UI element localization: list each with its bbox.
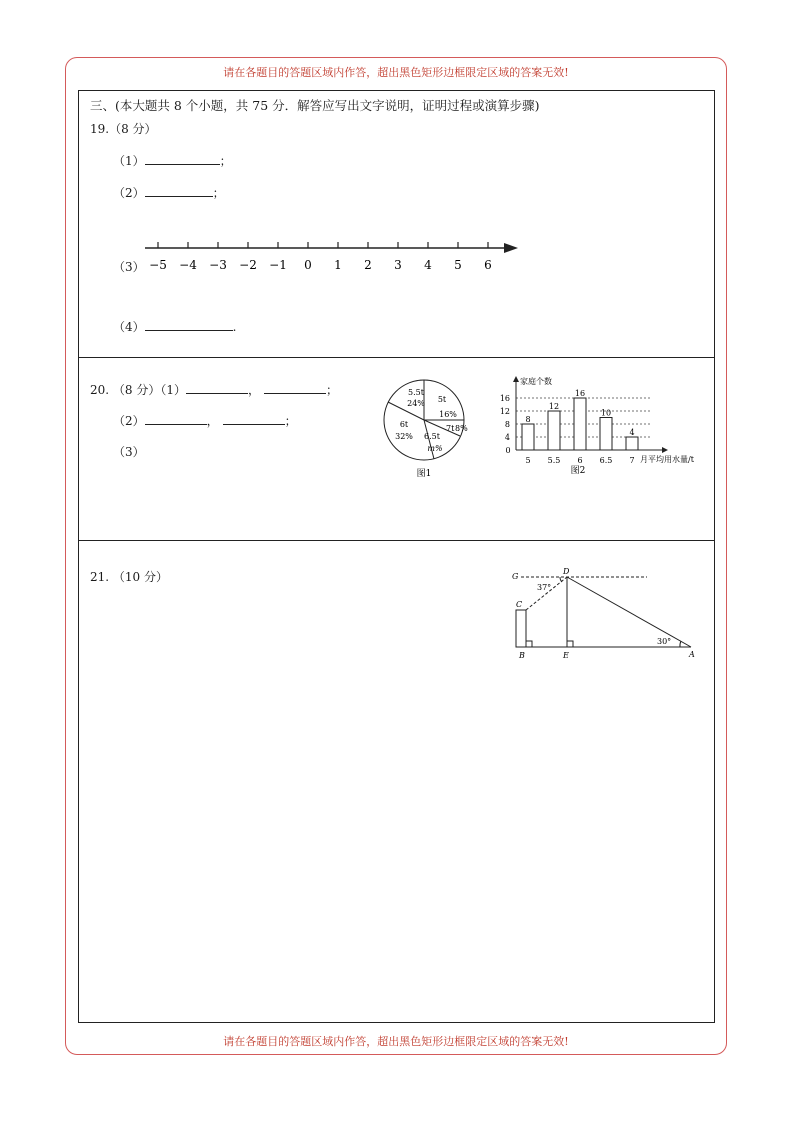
bar-category-label: 6.5 <box>599 456 613 465</box>
point-B: B <box>519 651 525 660</box>
triangle-figure <box>505 563 705 663</box>
bar-ytick-label: 12 <box>499 407 510 416</box>
bottom-notice: 请在各题目的答题区域内作答，超出黑色矩形边框限定区域的答案无效! <box>223 1035 569 1048</box>
pie-label-7t: 7t <box>446 424 455 433</box>
q20-part2 <box>113 412 297 429</box>
number-line-label: −1 <box>269 258 287 272</box>
q19-part1 <box>113 152 232 169</box>
q19-part1-end: ； <box>219 154 232 168</box>
bar-value-label: 16 <box>574 389 586 398</box>
number-line-label: 6 <box>484 258 492 272</box>
bar-caption: 图2 <box>570 466 586 476</box>
q19-part3-label: （3） <box>113 260 145 274</box>
number-line-label: −4 <box>179 258 197 272</box>
q19-part2-end: ； <box>212 186 225 200</box>
q19-part4-end: . <box>232 320 237 334</box>
bar-category-label: 5.5 <box>547 456 561 465</box>
answer-area <box>78 90 715 1023</box>
number-line-arrow <box>504 243 518 253</box>
q19-part4 <box>113 318 236 335</box>
number-line <box>140 238 520 278</box>
q20-blank2b[interactable] <box>223 412 285 425</box>
q20-label: 20. （8 分）（1） <box>90 383 186 397</box>
number-line-label: 4 <box>424 258 432 272</box>
angle-30: 30° <box>657 637 672 646</box>
point-E: E <box>563 651 569 660</box>
bar-xlabel: 月平均用水量/t <box>640 455 694 464</box>
section-title: 三、(本大题共 8 个小题，共 75 分．解答应写出文字说明，证明过程或演算步骤) <box>90 98 540 113</box>
pie-pct-24: 24% <box>407 399 425 408</box>
bar-6 <box>574 398 586 450</box>
q19-blank4[interactable] <box>145 318 233 331</box>
point-G: G <box>512 572 519 581</box>
q20-blank1a[interactable] <box>186 381 248 394</box>
pie-label-6t: 6t <box>399 420 409 429</box>
right-angle-E <box>567 641 573 647</box>
pie-figure <box>380 378 470 480</box>
point-A: A <box>689 650 695 659</box>
bar-6.5 <box>600 418 612 451</box>
point-D: D <box>563 567 570 576</box>
bar-ytick-label: 16 <box>499 394 510 403</box>
bar-ytick-label: 4 <box>504 433 510 442</box>
bar-7 <box>626 437 638 450</box>
bar-figure <box>498 374 718 478</box>
q19-part1-label: （1） <box>113 154 145 168</box>
q20-end2: ； <box>284 414 297 428</box>
number-line-label: 1 <box>334 258 342 272</box>
pie-label-5t: 5t <box>437 395 447 404</box>
pie-label-5.5t: 5.5t <box>408 388 424 397</box>
bar-ytick-label: 8 <box>504 420 510 429</box>
q19-part2 <box>113 184 225 201</box>
q20-blank1b[interactable] <box>264 381 326 394</box>
q19-part2-label: （2） <box>113 186 145 200</box>
bar-category-label: 5 <box>525 456 531 465</box>
q20-part3-label: （3） <box>113 445 145 459</box>
pie-label-6.5t: 6.5t <box>424 432 440 441</box>
bar-x-arrow <box>662 447 668 453</box>
bar-ylabel: 家庭个数 <box>520 377 552 386</box>
bar-value-label: 8 <box>525 415 531 424</box>
number-line-label: 3 <box>394 258 402 272</box>
q20-part2-label: （2） <box>113 414 145 428</box>
number-line-label: 0 <box>304 258 312 272</box>
pie-pct-32: 32% <box>395 432 413 441</box>
bar-5 <box>522 424 534 450</box>
bar-value-label: 12 <box>548 402 560 411</box>
number-line-label: −3 <box>209 258 227 272</box>
q21-label: 21. （10 分） <box>90 570 168 584</box>
q20-part1 <box>90 381 338 398</box>
bar-value-label: 4 <box>629 428 635 437</box>
bar-category-label: 7 <box>629 456 635 465</box>
divider-20-21 <box>78 540 715 541</box>
bar-y-arrow <box>513 376 519 382</box>
pie-pct-16: 16% <box>439 410 457 419</box>
point-C: C <box>516 600 523 609</box>
number-line-label: 2 <box>364 258 372 272</box>
line-CD <box>526 577 567 610</box>
q20-blank2a[interactable] <box>145 412 207 425</box>
pie-pct-m: m% <box>427 444 443 453</box>
angle-37: 37° <box>537 583 552 592</box>
top-notice: 请在各题目的答题区域内作答，超出黑色矩形边框限定区域的答案无效! <box>223 66 569 79</box>
number-line-label: 5 <box>454 258 462 272</box>
q20-sep2: ， <box>206 414 219 428</box>
angle-arc-D <box>560 577 562 582</box>
divider-19-20 <box>78 357 715 358</box>
bar-5.5 <box>548 411 560 450</box>
line-DA <box>567 577 691 647</box>
rect-CB <box>516 610 526 647</box>
bar-value-label: 10 <box>600 408 612 418</box>
pie-caption: 图1 <box>416 469 432 479</box>
q19-blank1[interactable] <box>145 152 220 165</box>
number-line-label: −2 <box>239 258 257 272</box>
q19-part4-label: （4） <box>113 320 145 334</box>
q19-label: 19.（8 分） <box>90 122 157 136</box>
number-line-label: −5 <box>149 258 167 272</box>
bar-origin: 0 <box>505 446 511 455</box>
right-angle-B <box>526 641 532 647</box>
bar-category-label: 6 <box>577 456 583 465</box>
angle-arc-A <box>680 641 681 647</box>
q20-end1: ； <box>326 383 339 397</box>
pie-pct-8: 8% <box>455 424 468 433</box>
q20-sep1: ， <box>247 383 260 397</box>
q19-blank2[interactable] <box>145 184 213 197</box>
